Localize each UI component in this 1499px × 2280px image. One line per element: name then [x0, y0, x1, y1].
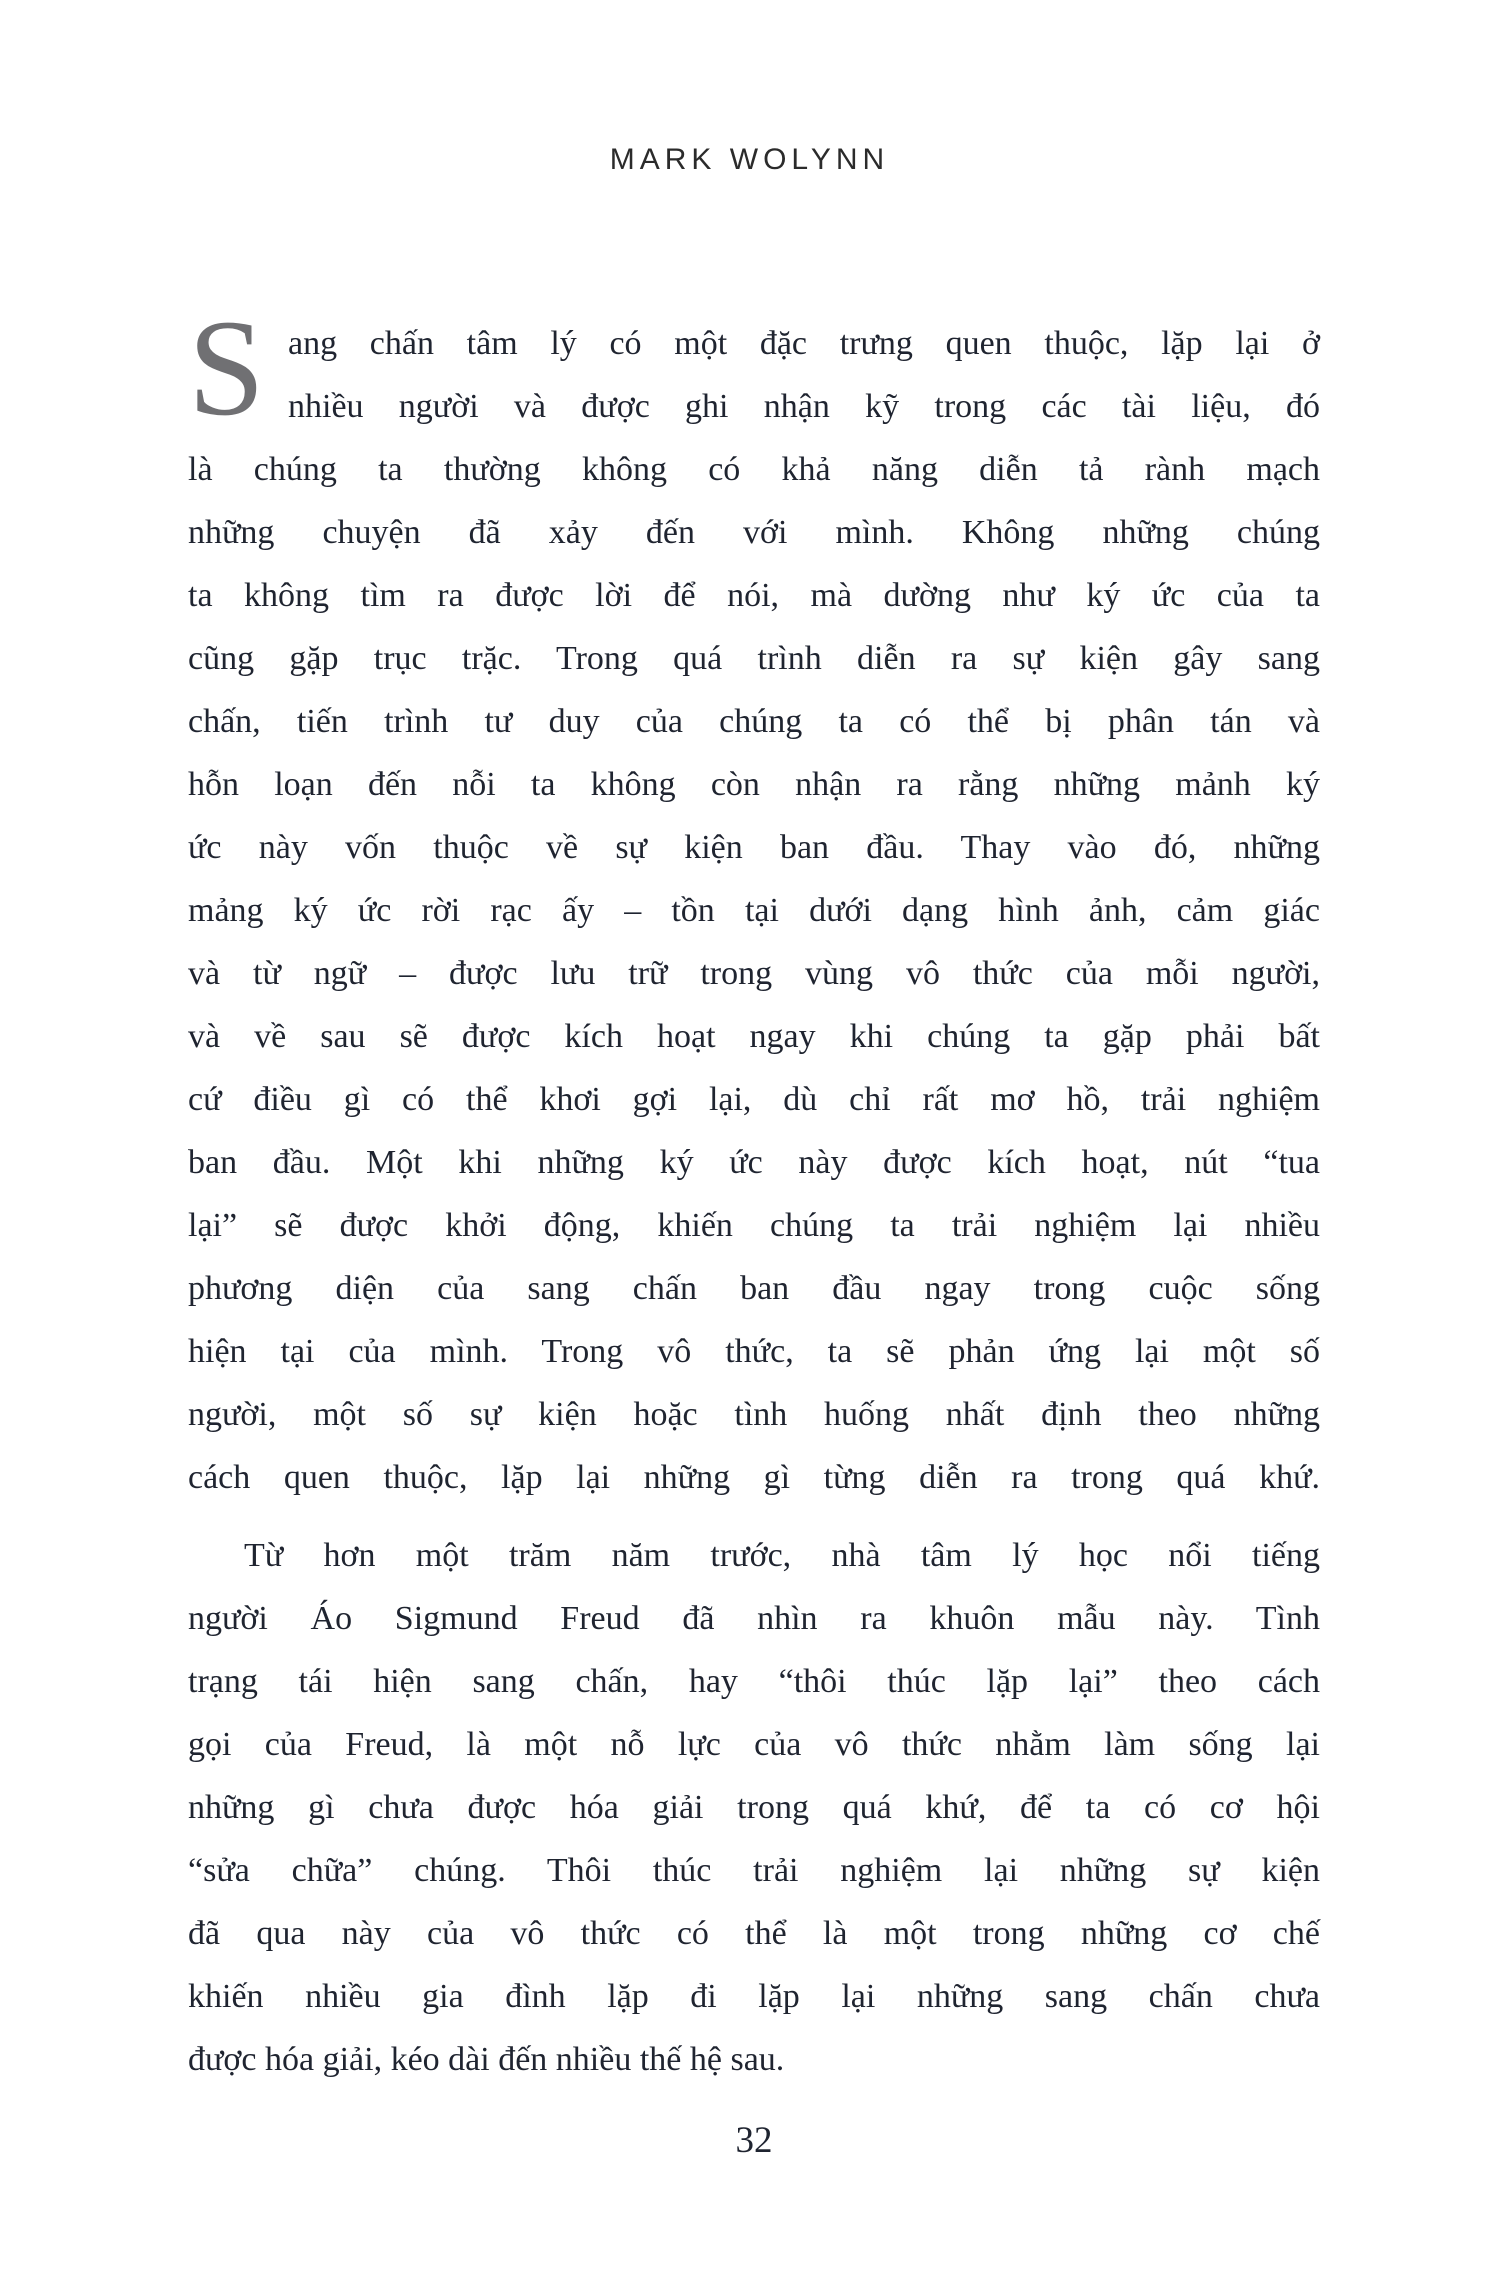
- paragraph: [188, 291, 1320, 1509]
- text-line: và từ ngữ – được lưu trữ trong vùng vô thức của mỗi người,: [188, 955, 1320, 992]
- running-header-author: MARK WOLYNN: [609, 143, 890, 176]
- text-line: và về sau sẽ được kích hoạt ngay khi chúng ta gặp phải bất: [188, 1018, 1320, 1055]
- text-line: cách quen thuộc, lặp lại những gì từng diễn ra trong quá khứ.: [188, 1459, 1320, 1496]
- text-line: Từ hơn một trăm năm trước, nhà tâm lý học nổi tiếng: [244, 1537, 1320, 1574]
- text-line: “sửa chữa” chúng. Thôi thúc trải nghiệm lại những sự kiện: [188, 1852, 1320, 1889]
- text-line: hỗn loạn đến nỗi ta không còn nhận ra rằng những mảnh ký: [188, 766, 1320, 803]
- page-body: [188, 291, 1320, 2091]
- text-line: trạng tái hiện sang chấn, hay “thôi thúc lặp lại” theo cách: [188, 1663, 1320, 1700]
- text-line: người, một số sự kiện hoặc tình huống nhất định theo những: [188, 1396, 1320, 1433]
- text-line: ban đầu. Một khi những ký ức này được kích hoạt, nút “tua: [188, 1144, 1320, 1181]
- text-line: ta không tìm ra được lời để nói, mà dường như ký ức của ta: [188, 577, 1320, 614]
- paragraph: [188, 1524, 1320, 2091]
- text-line: hiện tại của mình. Trong vô thức, ta sẽ phản ứng lại một số: [188, 1333, 1320, 1370]
- text-line: ức này vốn thuộc về sự kiện ban đầu. Thay vào đó, những: [188, 829, 1320, 866]
- text-line: phương diện của sang chấn ban đầu ngay trong cuộc sống: [188, 1270, 1320, 1307]
- text-line: ang chấn tâm lý có một đặc trưng quen thuộc, lặp lại ở: [288, 325, 1320, 362]
- text-line: đã qua này của vô thức có thể là một trong những cơ chế: [188, 1915, 1320, 1952]
- text-line: lại” sẽ được khởi động, khiến chúng ta trải nghiệm lại nhiều: [188, 1207, 1320, 1244]
- text-line: những gì chưa được hóa giải trong quá khứ, để ta có cơ hội: [188, 1789, 1320, 1826]
- text-line: những chuyện đã xảy đến với mình. Không những chúng: [188, 514, 1320, 551]
- text-line: được hóa giải, kéo dài đến nhiều thế hệ sau.: [188, 2041, 785, 2078]
- text-line: cũng gặp trục trặc. Trong quá trình diễn ra sự kiện gây sang: [188, 640, 1320, 677]
- text-line: là chúng ta thường không có khả năng diễn tả rành mạch: [188, 451, 1320, 488]
- drop-cap: S: [188, 291, 265, 444]
- text-line: chấn, tiến trình tư duy của chúng ta có thể bị phân tán và: [188, 703, 1320, 740]
- text-line: cứ điều gì có thể khơi gợi lại, dù chỉ rất mơ hồ, trải nghiệm: [188, 1081, 1320, 1118]
- text-line: người Áo Sigmund Freud đã nhìn ra khuôn mẫu này. Tình: [188, 1600, 1320, 1637]
- text-line: khiến nhiều gia đình lặp đi lặp lại những sang chấn chưa: [188, 1978, 1320, 2015]
- text-line: gọi của Freud, là một nỗ lực của vô thức nhằm làm sống lại: [188, 1726, 1320, 1763]
- page-number: 32: [735, 2120, 773, 2161]
- text-line: mảng ký ức rời rạc ấy – tồn tại dưới dạng hình ảnh, cảm giác: [188, 892, 1320, 929]
- text-line: nhiều người và được ghi nhận kỹ trong các tài liệu, đó: [288, 388, 1320, 425]
